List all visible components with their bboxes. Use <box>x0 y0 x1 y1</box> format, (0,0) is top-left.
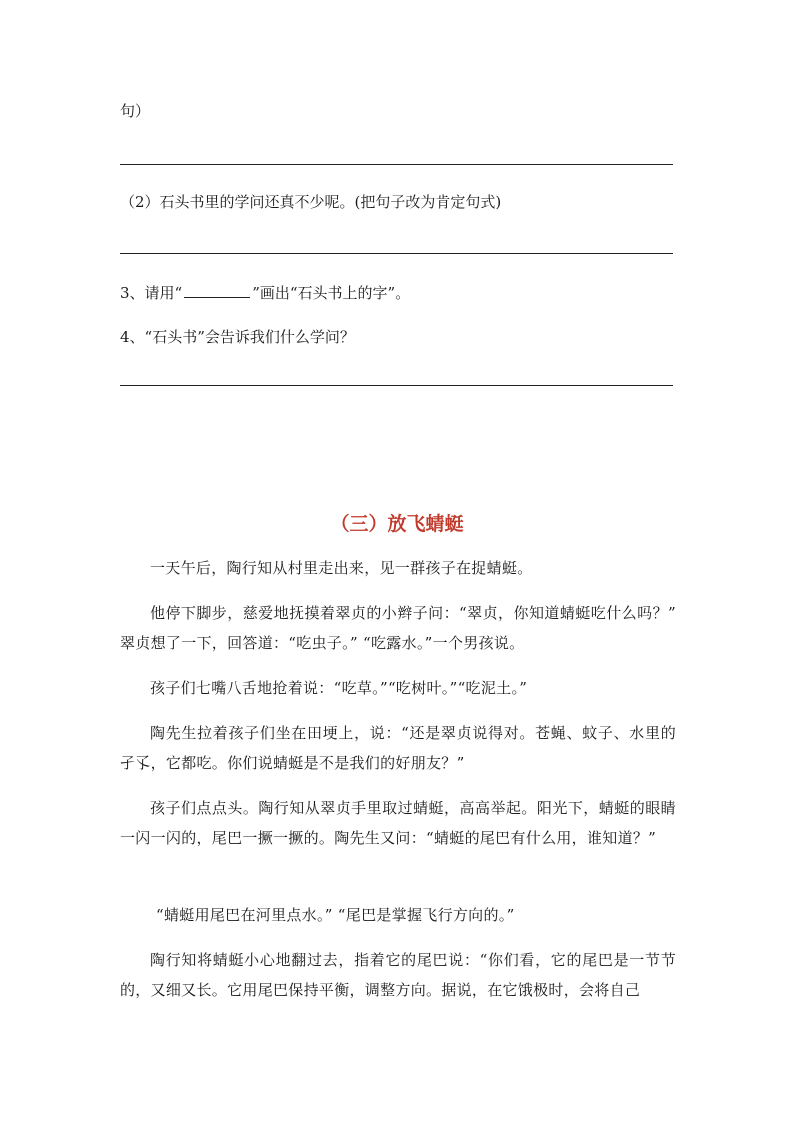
paragraph-5: 孩子们点点头。陶行知从翠贞手里取过蜻蜓，高高举起。阳光下，蜻蜓的眼睛一闪一闪的，尾巴一撅一撅的。陶先生又问：“蜻蜓的尾巴有什么用，谁知道？” <box>120 799 676 847</box>
paragraph-4: 陶先生拉着孩子们坐在田埂上，说：“还是翠贞说得对。苍蝇、蚊子、水里的孑孓，它都吃。你们说蜻蜓是不是我们的好朋友？” <box>120 724 676 772</box>
underline-blank <box>184 283 250 298</box>
paragraph-1: 一天午后，陶行知从村里走出来，见一群孩子在捉蜻蜓。 <box>150 559 533 577</box>
answer-line-4[interactable] <box>120 385 673 386</box>
paragraph-3: 孩子们七嘴八舌地抢着说：“吃草。”“吃树叶。”“吃泥土。” <box>150 679 528 697</box>
question-2: （2）石头书里的学问还真不少呢。(把句子改为肯定句式) <box>120 193 502 211</box>
paragraph-7: 陶行知将蜻蜓小心地翻过去，指着它的尾巴说：“你们看，它的尾巴是一节节的，又细又长。它用尾巴保持平衡，调整方向。据说，在它饿极时，会将自己 <box>120 951 676 999</box>
paragraph-2: 他停下脚步，慈爱地抚摸着翠贞的小辫子问：“翠贞，你知道蜻蜓吃什么吗？” 翠贞想了一下，回答道：“吃虫子。” “吃露水。”一个男孩说。 <box>120 604 676 652</box>
question-3-text-a: 3、请用“ <box>120 284 183 302</box>
answer-line-2[interactable] <box>120 253 673 254</box>
answer-line-1[interactable] <box>120 164 673 165</box>
question-fragment: 句） <box>120 102 151 120</box>
question-3 <box>120 282 410 303</box>
question-4: 4、“石头书”会告诉我们什么学问？ <box>120 328 355 346</box>
question-3-text-b: ”画出“石头书上的字”。 <box>252 284 411 302</box>
paragraph-6: “蜻蜓用尾巴在河里点水。” “尾巴是掌握飞行方向的。” <box>156 906 515 924</box>
section-title: （三）放飞蜻蜓 <box>330 513 464 535</box>
